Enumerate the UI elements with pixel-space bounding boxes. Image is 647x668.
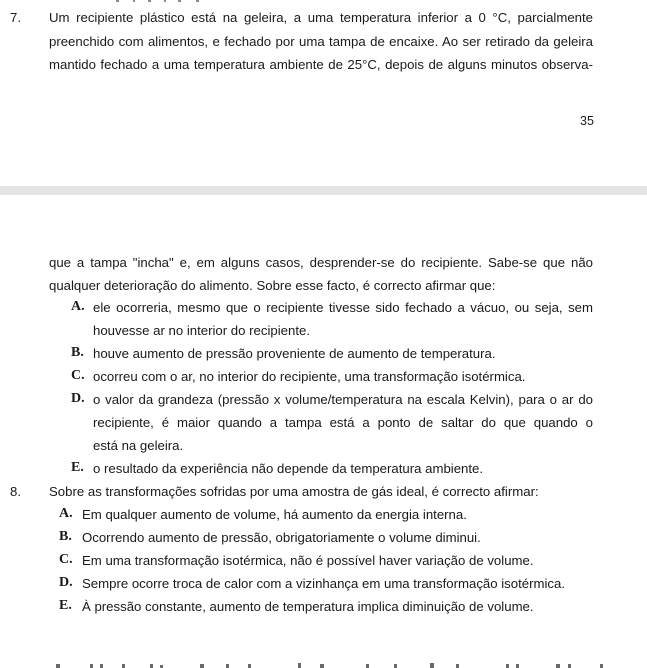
page-break-divider — [0, 186, 647, 195]
q7-option-c-text: ocorreu com o ar, no interior do recipiente, uma transformação isotérmica. — [93, 369, 526, 384]
q7-option-a-line-2: houvesse ar no interior do recipiente. — [93, 323, 310, 338]
question-7-intro-line-2: preenchido com alimentos, e fechado por uma tampa de encaixe. Ao ser retirado da geleira — [49, 34, 593, 49]
q7-option-a-letter: A. — [71, 299, 85, 314]
q7-option-d-letter: D. — [71, 391, 85, 406]
question-7-intro-line-1: Um recipiente plástico está na geleira, a uma temperatura inferior a 0 °C, parcialmente — [49, 10, 593, 25]
q7-option-d-line-1: o valor da grandeza (pressão x volume/temperatura na escala Kelvin), para o ar do — [93, 392, 593, 407]
question-8-stem: Sobre as transformações sofridas por uma amostra de gás ideal, é correcto afirmar: — [49, 484, 539, 499]
q8-option-c-text: Em uma transformação isotérmica, não é possível haver variação de volume. — [82, 553, 534, 568]
q8-option-e-text: À pressão constante, aumento de temperatura implica diminuição de volume. — [82, 599, 534, 614]
q8-option-b-letter: B. — [59, 529, 72, 544]
q7-option-a-line-1: ele ocorreria, mesmo que o recipiente tivesse sido fechado a vácuo, ou seja, sem — [93, 300, 593, 315]
q7-option-e-letter: E. — [71, 460, 84, 475]
cropped-text-bottom — [0, 661, 647, 668]
page-number: 35 — [580, 114, 594, 128]
cropped-text-top — [0, 0, 647, 3]
q7-option-d-line-2: recipiente, é maior quando a tampa está a ponto de saltar do que quando o — [93, 415, 593, 430]
q8-option-a-letter: A. — [59, 506, 73, 521]
question-7-continuation-line-1: que a tampa "incha" e, em alguns casos, desprender-se do recipiente. Sabe-se que não — [49, 255, 593, 270]
q8-option-b-text: Ocorrendo aumento de pressão, obrigatoriamente o volume diminui. — [82, 530, 481, 545]
q8-option-e-letter: E. — [59, 598, 72, 613]
q7-option-e-text: o resultado da experiência não depende da temperatura ambiente. — [93, 461, 484, 476]
question-7-continuation-line-2: qualquer deterioração do alimento. Sobre esse facto, é correcto afirmar que: — [49, 278, 496, 293]
q8-option-a-text: Em qualquer aumento de volume, há aumento da energia interna. — [82, 507, 467, 522]
q7-option-c-letter: C. — [71, 368, 85, 383]
q8-option-d-letter: D. — [59, 575, 73, 590]
q7-option-b-text: houve aumento de pressão proveniente de aumento de temperatura. — [93, 346, 496, 361]
q7-option-d-line-3: está na geleira. — [93, 438, 184, 453]
question-8-number: 8. — [10, 484, 21, 499]
q7-option-b-letter: B. — [71, 345, 84, 360]
question-7-number: 7. — [10, 10, 21, 25]
q8-option-d-text: Sempre ocorre troca de calor com a vizinhança em uma transformação isotérmica. — [82, 576, 566, 591]
question-7-intro-line-3: mantido fechado a uma temperatura ambiente de 25°C, depois de alguns minutos observa- — [49, 57, 593, 72]
q8-option-c-letter: C. — [59, 552, 73, 567]
